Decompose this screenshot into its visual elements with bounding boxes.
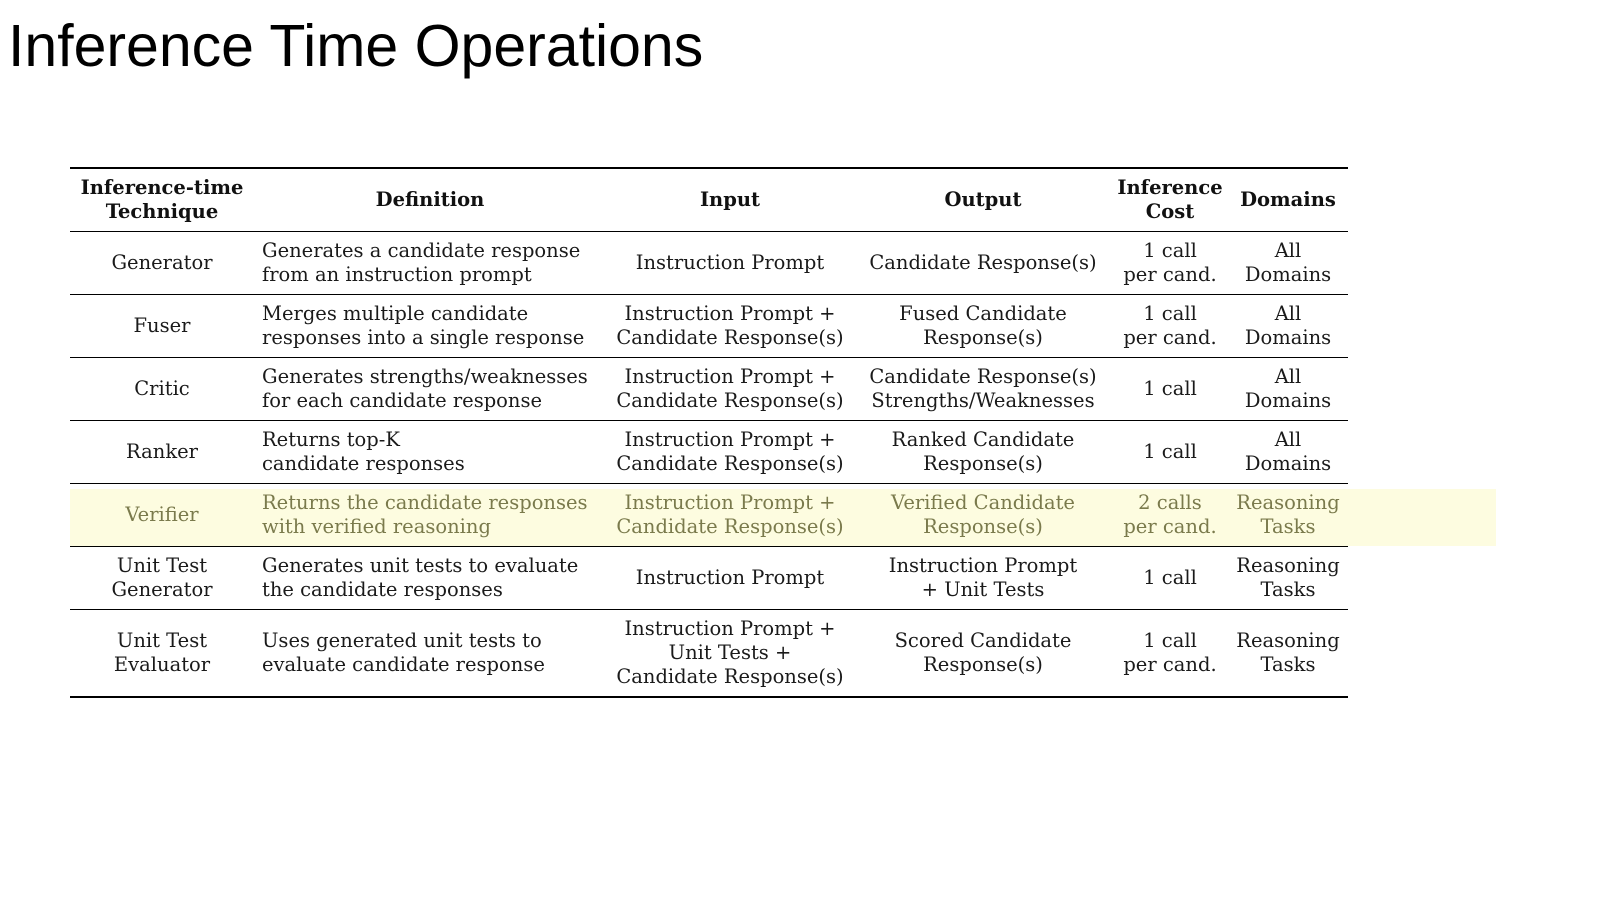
table-row-fuser (70, 295, 1348, 358)
cell-technique: Unit Test Evaluator (113, 629, 211, 676)
cell-domains: Reasoning Tasks (1236, 629, 1340, 676)
header-output: Output (944, 188, 1022, 211)
header-cost: Inference Cost (1117, 176, 1223, 223)
slide-title: Inference Time Operations (8, 13, 704, 79)
inference-operations-table (70, 167, 1348, 698)
cell-technique: Critic (134, 377, 190, 400)
cell-cost: 1 call per cand. (1123, 629, 1217, 676)
cell-cost: 1 call (1143, 377, 1197, 400)
cell-definition: Generates unit tests to evaluate the candidate responses (262, 554, 579, 601)
cell-technique: Verifier (125, 503, 199, 526)
cell-cost: 2 calls per cand. (1123, 491, 1217, 538)
cell-input: Instruction Prompt + Candidate Response(s) (616, 365, 844, 412)
cell-technique: Ranker (126, 440, 198, 463)
header-technique: Inference-time Technique (80, 176, 244, 223)
cell-technique: Fuser (133, 314, 191, 337)
cell-output: Instruction Prompt + Unit Tests (888, 554, 1078, 601)
cell-definition: Returns top-K candidate responses (262, 428, 465, 475)
cell-definition: Generates strengths/weaknesses for each candidate response (262, 365, 588, 412)
header-definition: Definition (375, 188, 485, 211)
header-domains: Domains (1240, 188, 1336, 211)
cell-domains: All Domains (1244, 365, 1332, 412)
operations-table-container (70, 167, 1348, 698)
cell-input: Instruction Prompt (635, 251, 825, 274)
cell-domains: All Domains (1244, 302, 1332, 349)
cell-definition: Uses generated unit tests to evaluate candidate response (262, 629, 545, 676)
cell-cost: 1 call (1143, 440, 1197, 463)
table-row-verifier (70, 484, 1348, 547)
cell-technique: Unit Test Generator (111, 554, 213, 601)
cell-output: Scored Candidate Response(s) (894, 629, 1072, 676)
table-row-unit-test-generator (70, 547, 1348, 610)
cell-definition: Returns the candidate responses with verified reasoning (262, 491, 588, 538)
cell-technique: Generator (111, 251, 213, 274)
table-row-generator (70, 232, 1348, 295)
cell-input: Instruction Prompt + Unit Tests + Candidate Response(s) (616, 617, 844, 688)
cell-output: Verified Candidate Response(s) (891, 491, 1075, 538)
table-row-critic (70, 358, 1348, 421)
table-row-unit-test-evaluator (70, 610, 1348, 698)
cell-output: Candidate Response(s) (869, 251, 1097, 274)
cell-domains: All Domains (1244, 428, 1332, 475)
cell-input: Instruction Prompt + Candidate Response(s) (616, 302, 844, 349)
cell-definition: Merges multiple candidate responses into a single response (262, 302, 585, 349)
cell-output: Candidate Response(s) Strengths/Weaknesses (869, 365, 1097, 412)
cell-input: Instruction Prompt + Candidate Response(s) (616, 428, 844, 475)
cell-cost: 1 call per cand. (1123, 302, 1217, 349)
cell-domains: Reasoning Tasks (1236, 491, 1340, 538)
table-row-ranker (70, 421, 1348, 484)
cell-input: Instruction Prompt (635, 566, 825, 589)
cell-cost: 1 call (1143, 566, 1197, 589)
cell-domains: Reasoning Tasks (1236, 554, 1340, 601)
cell-output: Ranked Candidate Response(s) (891, 428, 1075, 475)
cell-definition: Generates a candidate response from an instruction prompt (262, 239, 581, 286)
cell-cost: 1 call per cand. (1123, 239, 1217, 286)
table-header-row (70, 168, 1348, 232)
header-input: Input (699, 188, 761, 211)
cell-output: Fused Candidate Response(s) (899, 302, 1067, 349)
cell-input: Instruction Prompt + Candidate Response(s) (616, 491, 844, 538)
cell-domains: All Domains (1244, 239, 1332, 286)
